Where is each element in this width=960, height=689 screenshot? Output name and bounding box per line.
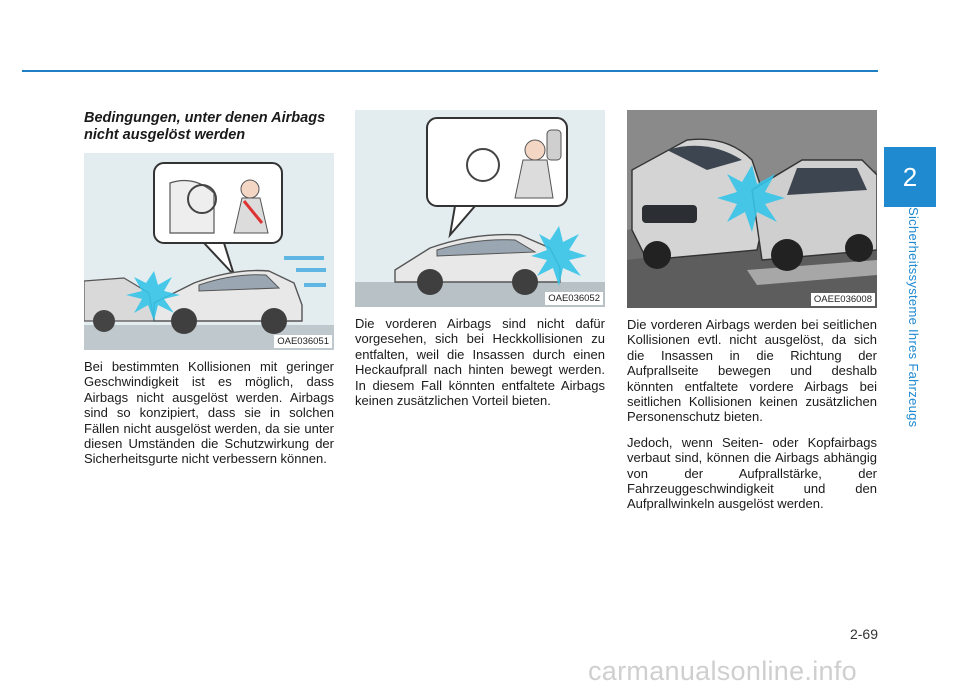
body-paragraph: Jedoch, wenn Seiten- oder Kopfairbags verbaut sind, können die Airbags abhängig von der Aufprallstärke, der Fahrzeuggeschwindigkeit und den Aufprallwinkeln ausgelöst werden. [627,434,877,512]
footer-watermark: carmanualsonline.info [588,656,857,686]
figure-rear-collision [355,110,605,307]
chapter-title: Sicherheitssysteme Ihres Fahrzeugs [906,207,921,428]
section-heading: Bedingungen, unter denen Airbags nicht ausgelöst werden [84,110,326,143]
column-3 [627,110,877,512]
figure-low-speed-collision [84,153,334,350]
low-speed-collision-illustration [84,153,334,350]
header-rule [22,70,878,72]
chapter-number-tab: 2 [884,147,936,207]
figure-side-collision [627,110,877,308]
figure-id: OAE036052 [545,292,603,305]
body-paragraph: Die vorderen Airbags werden bei seitlichen Kollisionen evtl. nicht ausgelöst, da sich die Insassen in die Richtung der Aufprallseite bewegen und deshalb könnten entfaltete vordere Airbags bei seitlichen Kollisionen keinen zusätzlichen Personenschutz bieten. [627,317,877,425]
body-paragraph: Bei bestimmten Kollisionen mit geringer Geschwindigkeit ist es möglich, dass Airbags nicht ausgelöst werden. Airbags sind so konzipiert, dass sie in solchen Fällen nicht ausgelöst werden, da sie unter diesen Umständen die Schutzwirkung der Sicherheitsgurte nicht verbessern können. [84,359,334,467]
column-2 [355,110,605,408]
side-collision-illustration [627,110,877,308]
page-number: 2-69 [849,626,878,642]
figure-id: OAEE036008 [811,293,875,306]
rear-collision-illustration [355,110,605,307]
body-paragraph: Die vorderen Airbags sind nicht dafür vorgesehen, sich bei Heckkollisionen zu entfalten, weil die Insassen durch einen Heckaufprall nach hinten bewegt werden. In diesem Fall könnten entfaltete Airbags keinen zusätzlichen Vorteil bieten. [355,316,605,409]
column-1 [84,110,334,467]
figure-id: OAE036051 [274,335,332,348]
